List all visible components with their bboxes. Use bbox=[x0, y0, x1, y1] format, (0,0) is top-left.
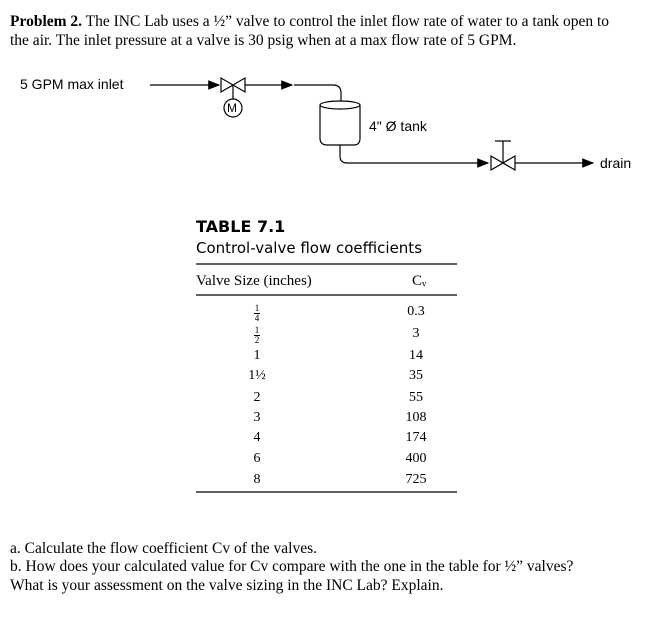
cv-cell: 108 bbox=[405, 410, 427, 425]
tank-outlet-pipe bbox=[340, 145, 378, 163]
valve-size-cell: $\frac{1}{2}$ bbox=[254, 325, 260, 345]
cv-cell: 174 bbox=[405, 430, 427, 445]
problem-label: Problem 2. bbox=[10, 13, 83, 30]
table-header-valve-size: Valve Size (inches) bbox=[196, 273, 312, 289]
cv-cell: 14 bbox=[409, 348, 423, 363]
cv-cell: 55 bbox=[409, 390, 423, 405]
valve-size-cell: 8 bbox=[253, 472, 261, 487]
question-b-continued: What is your assessment on the valve sizing in the INC Lab? Explain. bbox=[10, 577, 444, 594]
tank-icon bbox=[320, 101, 360, 145]
cv-cell: 725 bbox=[405, 472, 427, 487]
drain-label: drain bbox=[600, 155, 632, 171]
cv-cell: 3 bbox=[412, 326, 420, 341]
valve-size-cell: 1 bbox=[253, 348, 261, 363]
problem-line1: The INC Lab uses a ½” valve to control the inlet flow rate of water to a tank open to bbox=[85, 13, 610, 30]
valve-size-cell: 4 bbox=[253, 430, 261, 445]
inlet-label: 5 GPM max inlet bbox=[20, 76, 124, 92]
drain-valve-icon bbox=[491, 141, 515, 170]
valve-size-cell: $\frac{1}{4}$ bbox=[254, 303, 260, 323]
valve-size-cell: 1½ bbox=[248, 368, 266, 383]
valve-size-cell: 2 bbox=[253, 390, 261, 405]
table-title: TABLE 7.1 bbox=[196, 217, 286, 236]
cv-cell: 400 bbox=[405, 451, 427, 466]
cv-cell: 35 bbox=[409, 368, 423, 383]
problem-line2: the air. The inlet pressure at a valve is 30 psig when at a max flow rate of 5 GPM. bbox=[10, 32, 517, 49]
question-b: b. How does your calculated value for Cv compare with the one in the table for ½” valves? bbox=[10, 558, 574, 575]
tank-label: 4" Ø tank bbox=[369, 118, 427, 134]
valve-size-cell: 6 bbox=[253, 451, 261, 466]
valve-size-cell: 3 bbox=[253, 410, 261, 425]
meter-label: M bbox=[227, 101, 237, 115]
table-header-cv: Cᵥ bbox=[412, 273, 427, 289]
question-a: a. Calculate the flow coefficient Cv of the valves. bbox=[10, 540, 318, 557]
table-subtitle: Control-valve flow coefficients bbox=[196, 239, 423, 257]
inlet-valve-icon bbox=[221, 78, 245, 99]
cv-cell: 0.3 bbox=[407, 304, 425, 319]
